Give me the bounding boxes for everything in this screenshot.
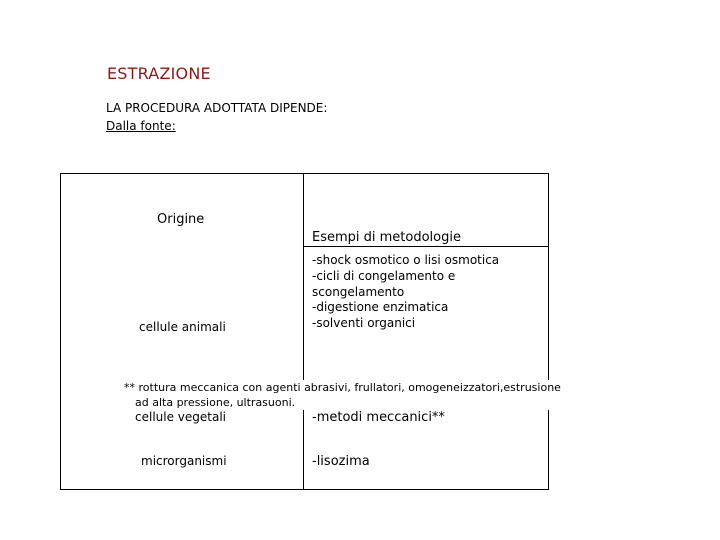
origin-plant-cells: cellule vegetali xyxy=(135,410,226,424)
page-title: ESTRAZIONE xyxy=(107,64,211,83)
header-origin: Origine xyxy=(157,212,205,227)
methods-plant-cells: -metodi meccanici** xyxy=(312,410,445,425)
method-item: -shock osmotico o lisi osmotica xyxy=(312,253,500,267)
method-item: -digestione enzimatica xyxy=(312,300,449,315)
footnote-line-2: ad alta pressione, ultrasuoni. xyxy=(135,396,296,409)
origin-animal-cells: cellule animali xyxy=(139,320,226,334)
method-item: scongelamento xyxy=(312,284,405,299)
procedure-subtitle: LA PROCEDURA ADOTTATA DIPENDE: xyxy=(106,101,328,115)
method-item: -solventi organici xyxy=(312,316,416,331)
source-label: Dalla fonte: xyxy=(106,119,176,133)
footnote xyxy=(122,380,563,410)
methods-animal-cells xyxy=(312,253,499,332)
method-item: -cicli di congelamento e xyxy=(312,268,456,283)
methods-microorganisms: -lisozima xyxy=(312,454,370,469)
footnote-line-1: ** rottura meccanica con agenti abrasivi, frullatori, omogeneizzatori,estrusione xyxy=(124,381,561,394)
header-divider xyxy=(303,246,549,247)
column-divider xyxy=(303,173,304,490)
header-methods: Esempi di metodologie xyxy=(312,230,461,245)
origin-microorganisms: microrganismi xyxy=(141,454,227,468)
